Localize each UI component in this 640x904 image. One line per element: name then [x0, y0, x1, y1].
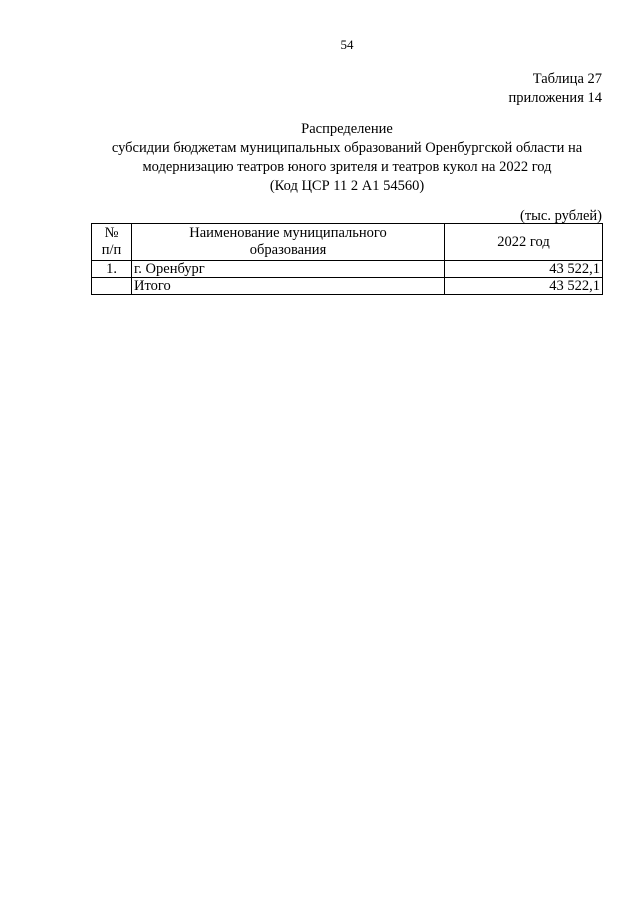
table-row	[92, 261, 603, 278]
header-year: 2022 год	[445, 224, 603, 261]
total-number	[92, 278, 132, 295]
header-municipality	[132, 224, 445, 261]
document-title	[50, 120, 640, 196]
total-value: 43 522,1	[445, 278, 603, 295]
total-label: Итого	[132, 278, 445, 295]
title-line-1: Распределение	[301, 121, 393, 137]
header-number-line-1: №	[104, 225, 119, 241]
row-number: 1.	[92, 261, 132, 278]
header-number	[92, 224, 132, 261]
row-municipality: г. Оренбург	[132, 261, 445, 278]
header-municipality-line-1: Наименование муниципального	[189, 225, 387, 241]
title-line-3: модернизацию театров юного зрителя и театров кукол на 2022 год	[142, 159, 552, 175]
units-label: (тыс. рублей)	[520, 208, 602, 224]
title-line-4: (Код ЦСР 11 2 А1 54560)	[269, 178, 425, 194]
page-number: 54	[340, 37, 354, 52]
total-row	[92, 278, 603, 295]
table-reference	[509, 70, 602, 108]
header-municipality-line-2: образования	[249, 242, 327, 258]
table-header-row	[92, 224, 603, 261]
table-number: Таблица 27	[532, 71, 602, 87]
appendix-number: приложения 14	[508, 90, 602, 106]
row-value: 43 522,1	[445, 261, 603, 278]
header-number-line-2: п/п	[101, 242, 122, 258]
distribution-table	[91, 223, 603, 295]
title-line-2: субсидии бюджетам муниципальных образований Оренбургской области на	[111, 140, 583, 156]
